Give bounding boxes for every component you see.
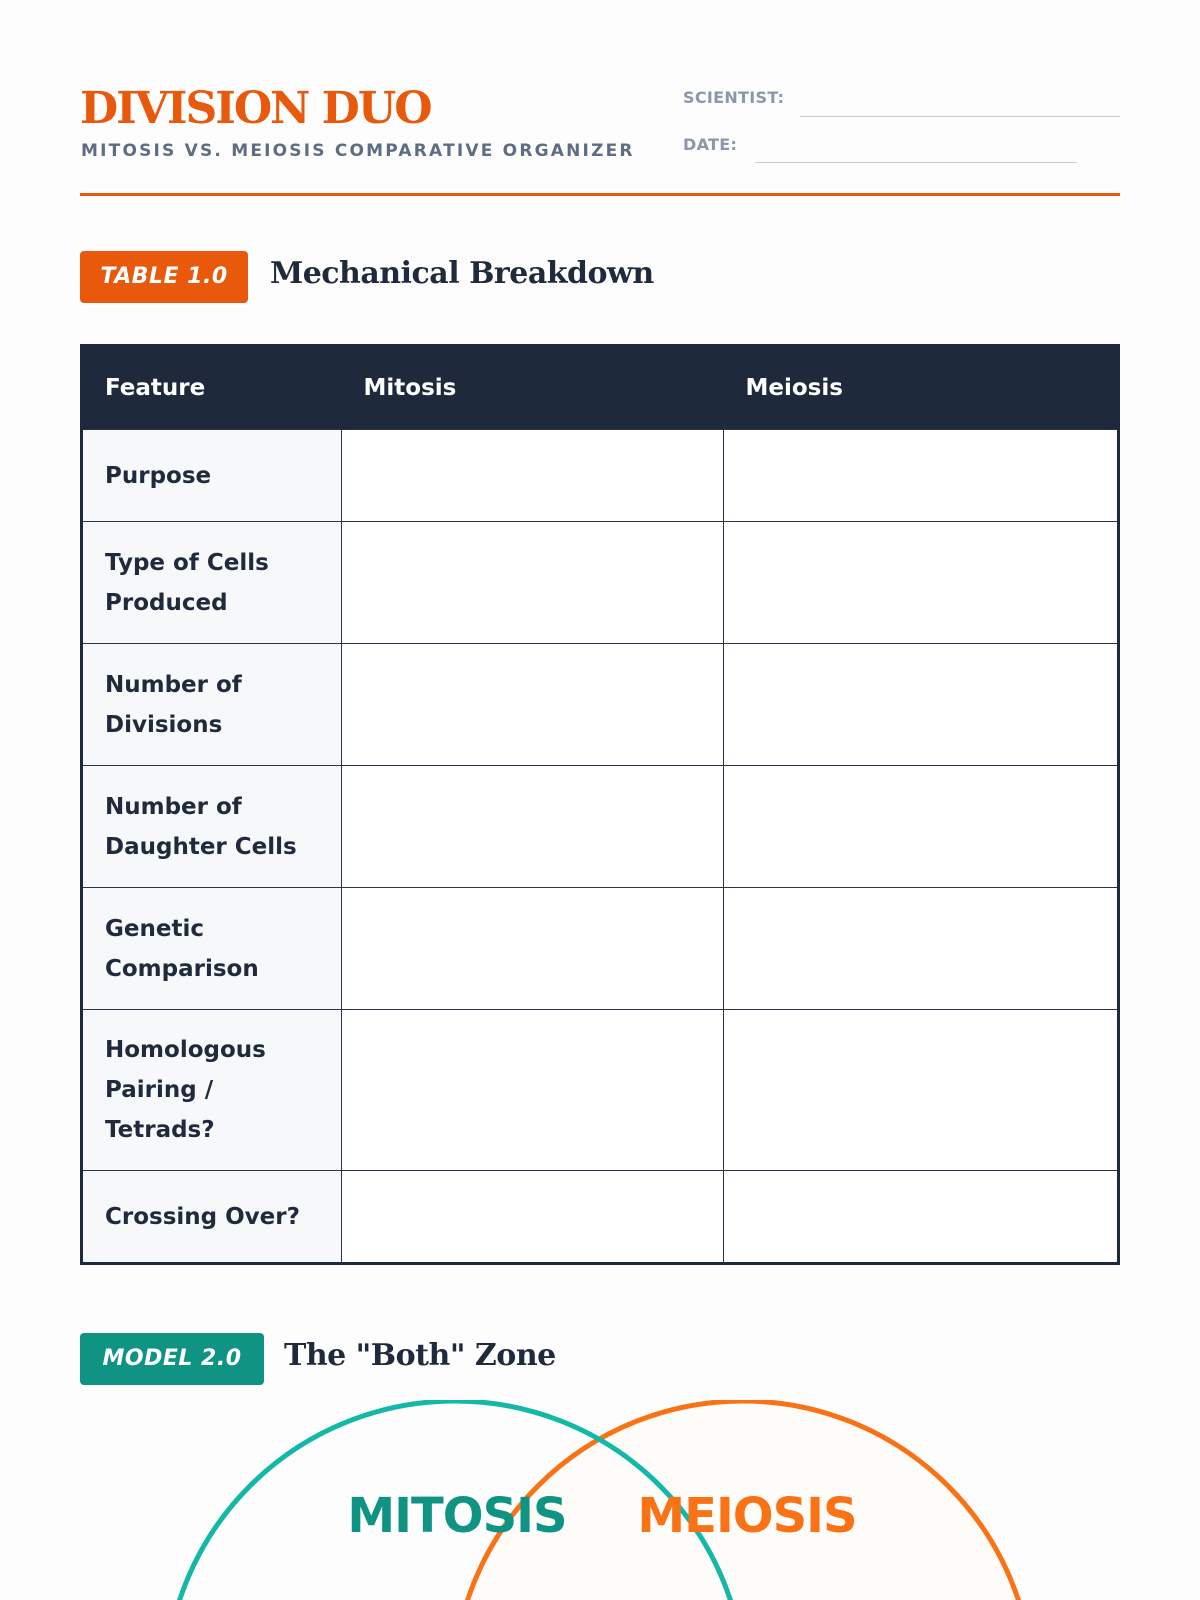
scientist-label: SCIENTIST: [683,88,785,107]
model-tag: MODEL 2.0 [80,1333,264,1385]
header-feature: Feature [82,346,342,430]
date-field[interactable] [755,162,1077,163]
meiosis-answer-cell[interactable] [724,644,1119,766]
mitosis-label: MITOSIS [347,1488,567,1544]
comparison-table [80,344,1120,1265]
table-row [82,1171,1119,1264]
table-tag: TABLE 1.0 [80,251,248,303]
meiosis-answer-cell[interactable] [724,888,1119,1010]
row-label: Homologous Pairing / Tetrads? [82,1010,342,1171]
header-meiosis: Meiosis [724,346,1119,430]
row-label: Number of Daughter Cells [82,766,342,888]
table-row [82,888,1119,1010]
mitosis-answer-cell[interactable] [342,766,724,888]
worksheet-title: DIVISION DUO [80,83,431,134]
mitosis-answer-cell[interactable] [342,644,724,766]
mitosis-answer-cell[interactable] [342,888,724,1010]
venn-diagram [0,1400,1200,1600]
header-divider [80,193,1120,196]
table-row [82,766,1119,888]
mitosis-answer-cell[interactable] [342,522,724,644]
header-mitosis: Mitosis [342,346,724,430]
model-section-title: The "Both" Zone [284,1338,556,1373]
row-label: Crossing Over? [82,1171,342,1264]
table-row [82,1010,1119,1171]
row-label: Genetic Comparison [82,888,342,1010]
mitosis-answer-cell[interactable] [342,1171,724,1264]
meiosis-answer-cell[interactable] [724,430,1119,522]
scientist-field[interactable] [800,116,1120,117]
row-label: Purpose [82,430,342,522]
meiosis-label: MEIOSIS [637,1488,857,1544]
meiosis-answer-cell[interactable] [724,522,1119,644]
table-row [82,430,1119,522]
worksheet-subtitle: MITOSIS VS. MEIOSIS COMPARATIVE ORGANIZER [81,141,635,161]
meiosis-answer-cell[interactable] [724,1010,1119,1171]
table-row [82,522,1119,644]
date-label: DATE: [683,135,738,154]
row-label: Type of Cells Produced [82,522,342,644]
table-header-row [82,346,1119,430]
mitosis-answer-cell[interactable] [342,1010,724,1171]
row-label: Number of Divisions [82,644,342,766]
meiosis-answer-cell[interactable] [724,1171,1119,1264]
meiosis-answer-cell[interactable] [724,766,1119,888]
mitosis-answer-cell[interactable] [342,430,724,522]
table-section-title: Mechanical Breakdown [270,256,654,291]
table-row [82,644,1119,766]
